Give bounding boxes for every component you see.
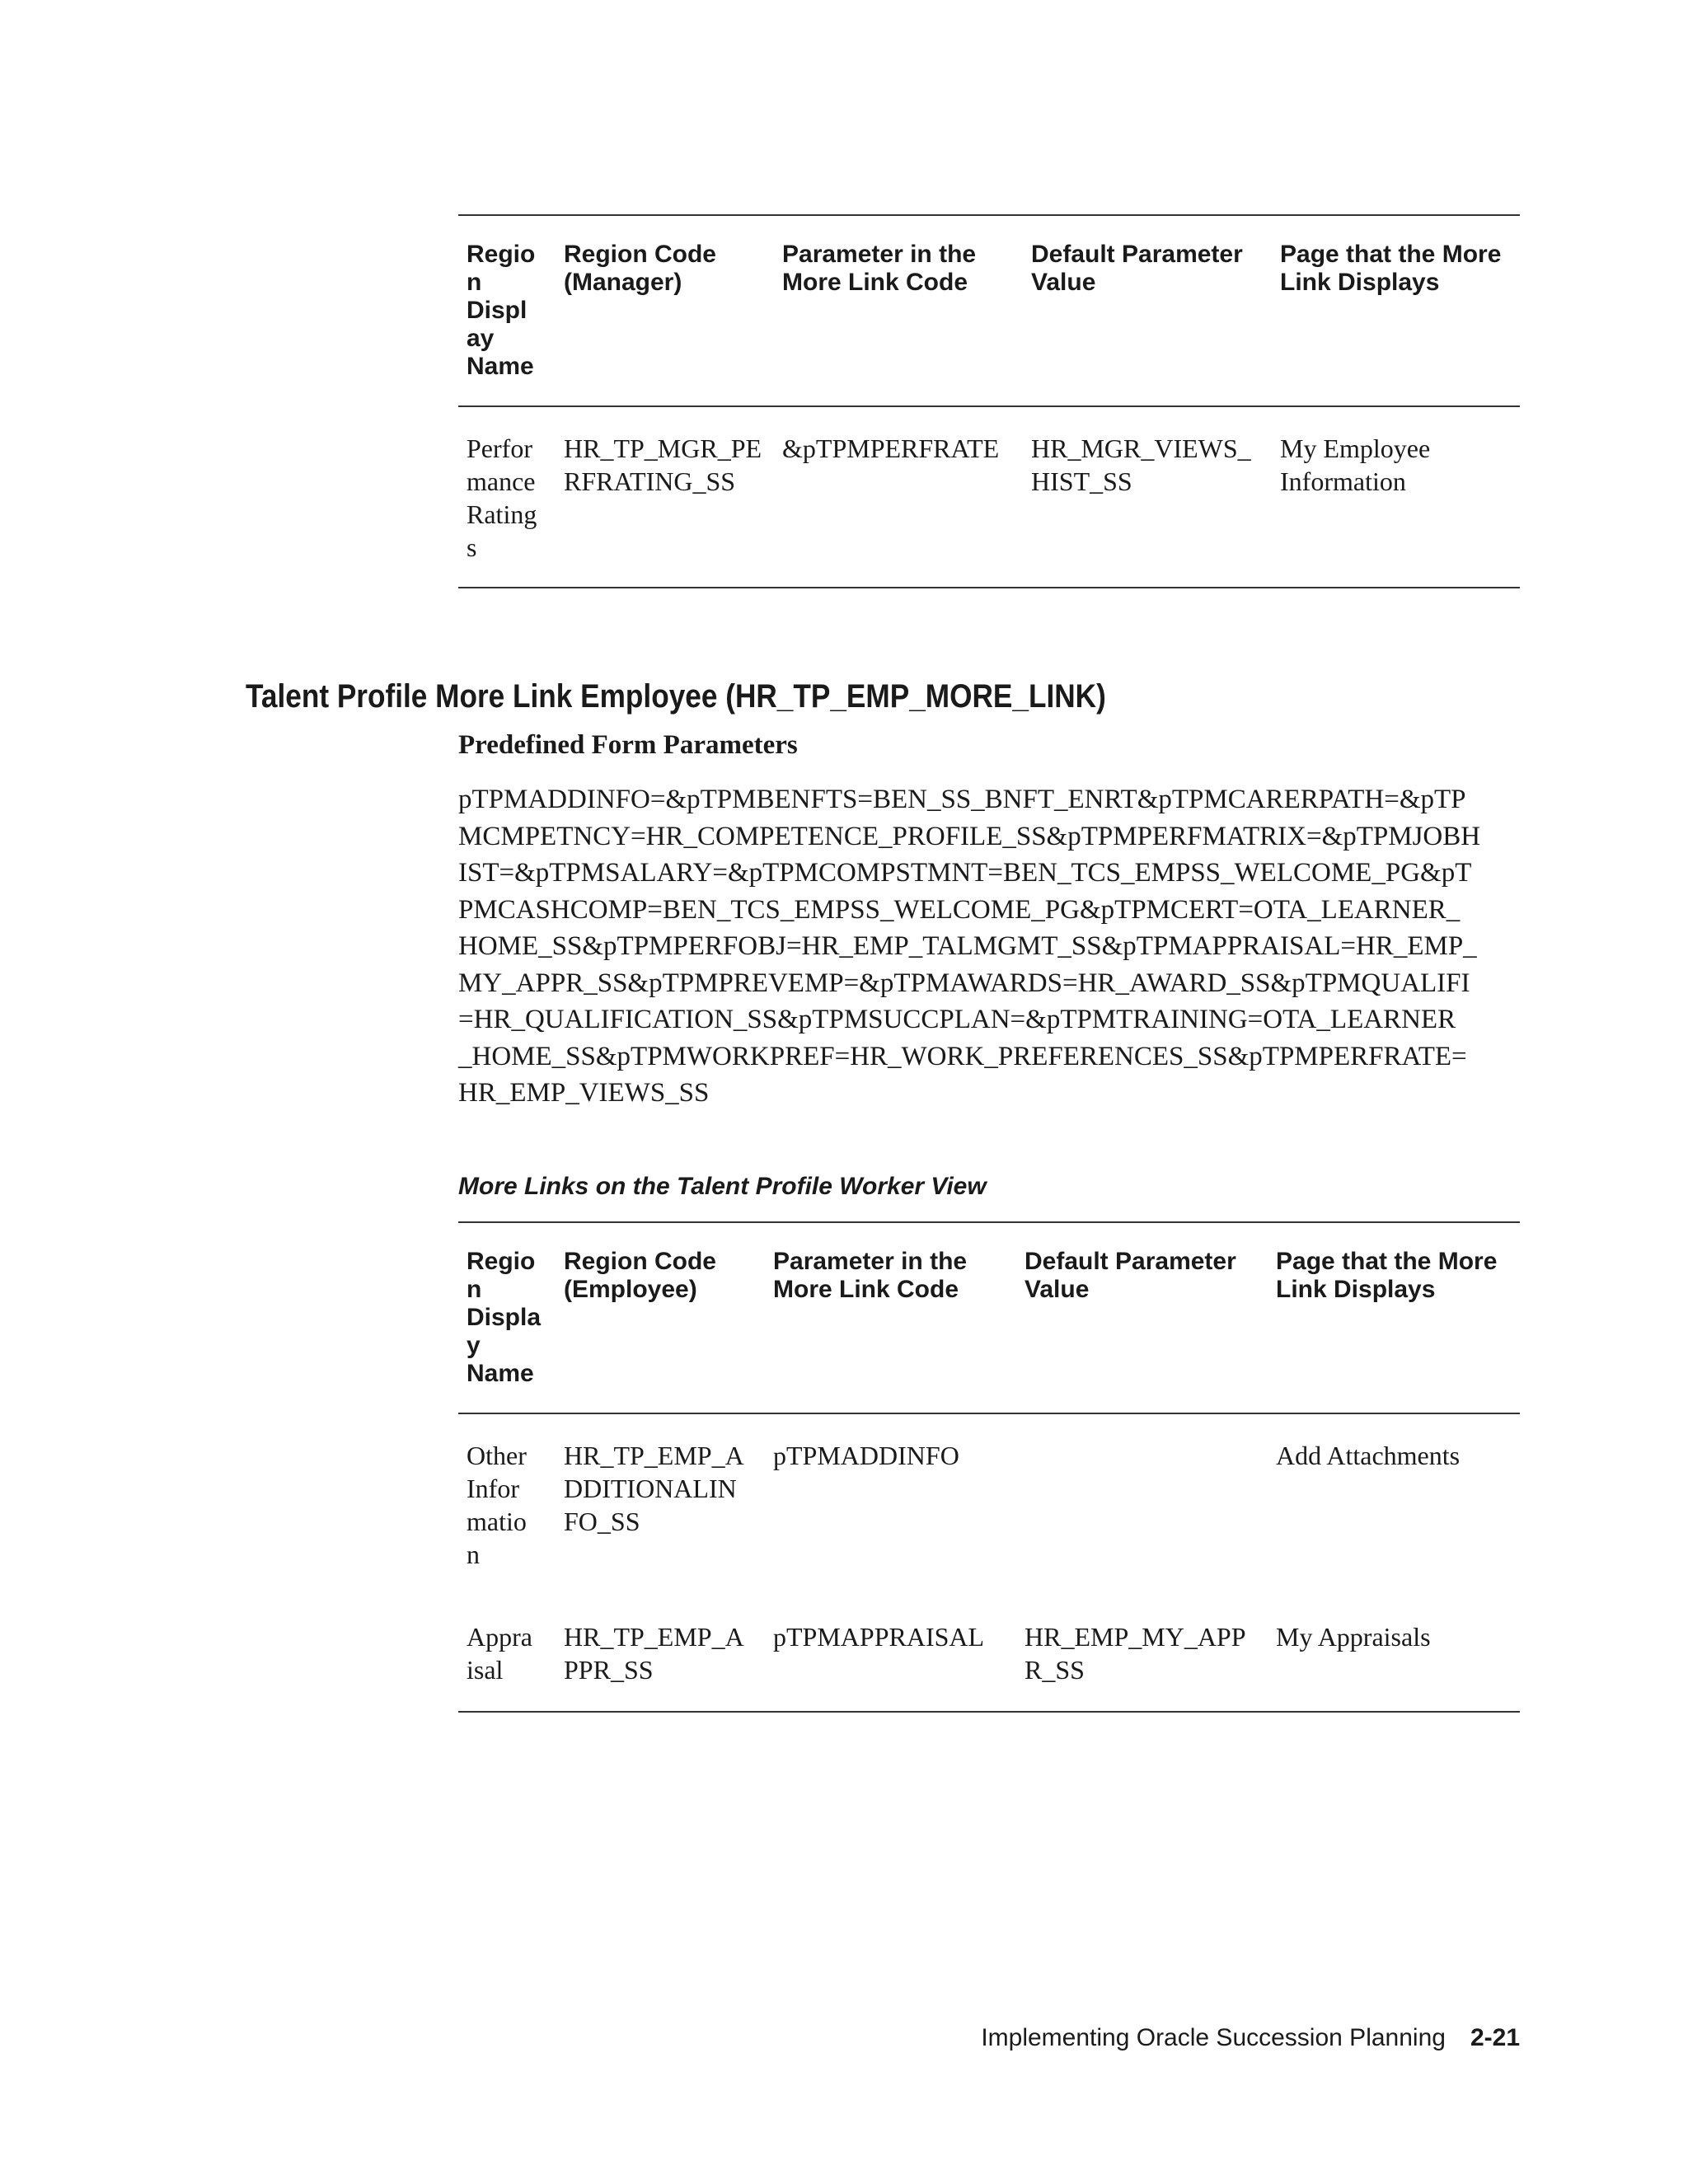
param-line: IST=&pTPMSALARY=&pTPMCOMPSTMNT=BEN_TCS_EMPSS_WELCOME_PG&pT: [458, 858, 1472, 888]
cell-text-line: n: [467, 1276, 482, 1303]
param-line: HR_EMP_VIEWS_SS: [458, 1078, 710, 1108]
manager-more-links-table: [458, 214, 1520, 588]
header-default-value: [1023, 215, 1272, 406]
cell-text-line: Other: [467, 1441, 527, 1470]
param-line: =HR_QUALIFICATION_SS&pTPMSUCCPLAN=&pTPMTRAINING=OTA_LEARNER: [458, 1005, 1456, 1034]
header-region-code: [556, 215, 774, 406]
cell-text-line: Value: [1025, 1276, 1090, 1303]
cell-text-line: My Employee: [1280, 434, 1431, 463]
cell-parameter: [765, 1596, 1016, 1712]
cell-parameter: [765, 1413, 1016, 1596]
cell-text-line: Value: [1031, 269, 1096, 296]
header-page-displayed: [1268, 1222, 1520, 1413]
cell-text-line: My Appraisals: [1276, 1622, 1431, 1652]
cell-parameter: [774, 406, 1023, 588]
cell-text-line: Parameter in the: [773, 1248, 968, 1275]
cell-text-line: Region Code: [564, 1248, 716, 1275]
cell-text-line: (Employee): [564, 1276, 697, 1303]
cell-default-value: [1016, 1413, 1268, 1596]
cell-page-displayed: [1268, 1596, 1520, 1712]
cell-text-line: Appra: [467, 1622, 532, 1652]
cell-text-line: Region Code: [564, 241, 716, 268]
cell-text-line: isal: [467, 1655, 504, 1685]
table-row: [458, 1413, 1520, 1596]
page-footer: [981, 2023, 1520, 2053]
cell-text-line: Page that the More: [1280, 241, 1502, 268]
cell-text-line: Regio: [467, 1248, 536, 1275]
cell-text-line: Displ: [467, 297, 528, 324]
cell-text-line: Parameter in the: [782, 241, 977, 268]
cell-text-line: R_SS: [1025, 1655, 1085, 1685]
cell-region-display-name: [458, 406, 556, 588]
param-line: MY_APPR_SS&pTPMPREVEMP=&pTPMAWARDS=HR_AWARD_SS&pTPMQUALIFI: [458, 968, 1470, 998]
form-parameters-text: [458, 781, 1530, 1112]
cell-default-value: [1016, 1596, 1268, 1712]
cell-region-code: [556, 406, 774, 588]
param-line: HOME_SS&pTPMPERFOBJ=HR_EMP_TALMGMT_SS&pTPMAPPRAISAL=HR_EMP_: [458, 931, 1477, 961]
cell-region-code: [556, 1413, 765, 1596]
cell-text-line: Add Attachments: [1276, 1441, 1461, 1470]
cell-text-line: HR_MGR_VIEWS_: [1031, 434, 1251, 463]
header-region-code: [556, 1222, 765, 1413]
cell-text-line: Name: [467, 353, 534, 380]
cell-text-line: s: [467, 532, 477, 562]
cell-text-line: Page that the More: [1276, 1248, 1498, 1275]
cell-page-displayed: [1268, 1413, 1520, 1596]
page-number: 2-21: [1470, 2024, 1520, 2051]
cell-text-line: Link Displays: [1276, 1276, 1436, 1303]
cell-text-line: HR_TP_EMP_A: [564, 1622, 744, 1652]
cell-text-line: (Manager): [564, 269, 682, 296]
book-title: Implementing Oracle Succession Planning: [981, 2024, 1446, 2051]
cell-text-line: pTPMADDINFO: [773, 1441, 959, 1470]
cell-text-line: n: [467, 1540, 480, 1569]
cell-text-line: &pTPMPERFRATE: [782, 434, 1000, 463]
table-row: [458, 1596, 1520, 1712]
cell-region-display-name: [458, 1596, 556, 1712]
cell-text-line: HIST_SS: [1031, 466, 1132, 496]
cell-text-line: Rating: [467, 499, 537, 529]
header-parameter: [765, 1222, 1016, 1413]
cell-text-line: Displa: [467, 1304, 542, 1331]
header-parameter: [774, 215, 1023, 406]
cell-page-displayed: [1272, 406, 1520, 588]
cell-text-line: More Link Code: [773, 1276, 959, 1303]
cell-text-line: ay: [467, 325, 495, 352]
table-header-row: [458, 215, 1520, 406]
header-default-value: [1016, 1222, 1268, 1413]
cell-text-line: HR_TP_MGR_PE: [564, 434, 762, 463]
header-region-display-name: [458, 1222, 556, 1413]
cell-text-line: HR_TP_EMP_A: [564, 1441, 744, 1470]
cell-text-line: matio: [467, 1507, 527, 1536]
cell-text-line: Infor: [467, 1474, 519, 1503]
cell-region-display-name: [458, 1413, 556, 1596]
cell-text-line: pTPMAPPRAISAL: [773, 1622, 985, 1652]
cell-text-line: RFRATING_SS: [564, 466, 736, 496]
cell-text-line: Name: [467, 1360, 534, 1387]
header-page-displayed: [1272, 215, 1520, 406]
table-row: [458, 406, 1520, 588]
cell-text-line: Link Displays: [1280, 269, 1440, 296]
cell-region-code: [556, 1596, 765, 1712]
header-region-display-name: [458, 215, 556, 406]
cell-default-value: [1023, 406, 1272, 588]
cell-text-line: FO_SS: [564, 1507, 640, 1536]
cell-text-line: Perfor: [467, 434, 532, 463]
cell-text-line: Regio: [467, 241, 536, 268]
cell-text-line: Default Parameter: [1031, 241, 1243, 268]
cell-text-line: Default Parameter: [1025, 1248, 1236, 1275]
section-heading: Talent Profile More Link Employee (HR_TP_EMP_MORE_LINK): [246, 678, 1106, 715]
cell-text-line: n: [467, 269, 482, 296]
table-header-row: [458, 1222, 1520, 1413]
cell-text-line: HR_EMP_MY_APP: [1025, 1622, 1246, 1652]
param-line: PMCASHCOMP=BEN_TCS_EMPSS_WELCOME_PG&pTPMCERT=OTA_LEARNER_: [458, 894, 1461, 925]
worker-view-more-links-table: [458, 1221, 1520, 1713]
param-line: MCMPETNCY=HR_COMPETENCE_PROFILE_SS&pTPMPERFMATRIX=&pTPMJOBH: [458, 821, 1481, 851]
cell-text-line: Information: [1280, 466, 1406, 496]
param-line: pTPMADDINFO=&pTPMBENFTS=BEN_SS_BNFT_ENRT&pTPMCARERPATH=&pTP: [458, 785, 1466, 814]
cell-text-line: DDITIONALIN: [564, 1474, 737, 1503]
cell-text-line: mance: [467, 466, 536, 496]
cell-text-line: PPR_SS: [564, 1655, 654, 1685]
predefined-form-parameters-heading: Predefined Form Parameters: [458, 730, 798, 760]
cell-text-line: y: [467, 1332, 481, 1359]
cell-text-line: More Link Code: [782, 269, 968, 296]
table-caption: More Links on the Talent Profile Worker View: [458, 1173, 987, 1200]
param-line: _HOME_SS&pTPMWORKPREF=HR_WORK_PREFERENCES_SS&pTPMPERFRATE=: [458, 1041, 1467, 1071]
